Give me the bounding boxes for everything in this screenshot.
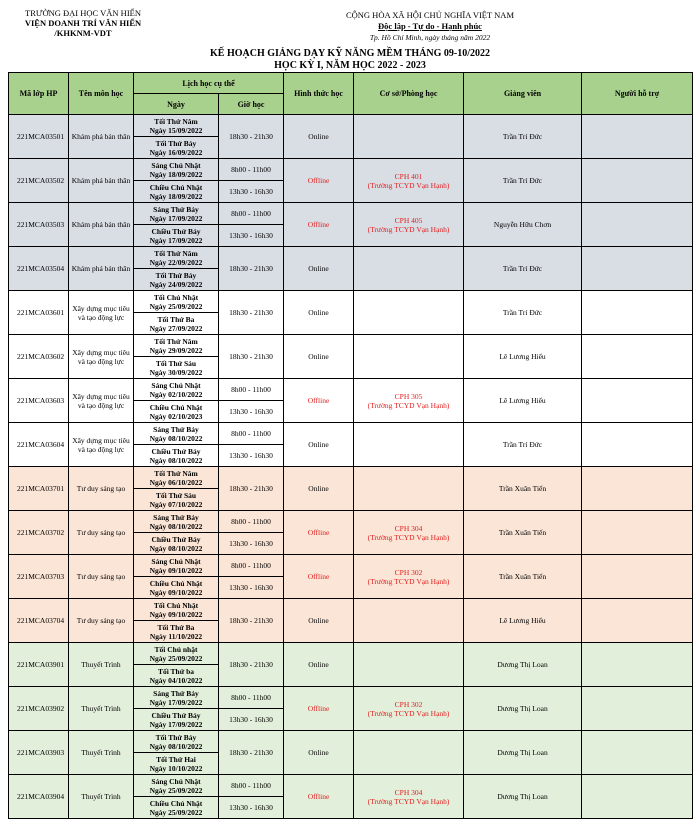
study-mode: Offline (284, 159, 354, 203)
date-slot-1 (134, 335, 219, 357)
time-slot-1: 8h00 - 11h00 (219, 511, 284, 533)
date-slot-2-date: Ngày 11/10/2022 (149, 631, 203, 641)
date-slot-1-date: Ngày 25/09/2022 (149, 785, 203, 795)
table-row (9, 247, 693, 269)
col-schedule: Lịch học cụ thể (134, 73, 284, 94)
date-slot-2-date: Ngày 16/09/2022 (149, 147, 203, 157)
time-slot-1: 18h30 - 21h30 (219, 247, 284, 291)
date-slot-1-date: Ngày 25/09/2022 (149, 653, 203, 663)
room-code: CPH 302 (394, 699, 423, 709)
study-mode: Offline (284, 203, 354, 247)
lecturer: Nguyễn Hữu Chơn (464, 203, 582, 247)
subject: Thuyết Trình (69, 731, 134, 775)
date-slot-1-day: Tối Thứ Năm (154, 116, 198, 126)
lecturer: Trần Xuân Tiến (464, 511, 582, 555)
date-slot-2-day: Chiều Chủ Nhật (149, 798, 203, 808)
date-slot-1-day: Sáng Chủ Nhật (151, 160, 201, 170)
study-mode: Online (284, 467, 354, 511)
room (354, 247, 464, 291)
room (354, 775, 464, 819)
date-slot-1-date: Ngày 25/09/2022 (149, 301, 203, 311)
study-mode: Offline (284, 555, 354, 599)
date-slot-1-day: Tối Chủ nhật (154, 644, 198, 654)
room-location: (Trường TCYD Vạn Hạnh) (367, 180, 450, 190)
table-row (9, 731, 693, 753)
table-row (9, 203, 693, 225)
col-lecturer: Giảng viên (464, 73, 582, 115)
date-slot-1 (134, 555, 219, 577)
date-slot-2 (134, 577, 219, 599)
schedule-body (9, 115, 693, 819)
subject: Khám phá bản thân (69, 203, 134, 247)
room (354, 599, 464, 643)
lecturer: Trần Trí Đức (464, 115, 582, 159)
time-slot-1: 18h30 - 21h30 (219, 335, 284, 379)
lecturer: Lê Lương Hiếu (464, 335, 582, 379)
date-slot-2-day: Chiều Chủ Nhật (149, 578, 203, 588)
table-row (9, 775, 693, 797)
date-slot-1 (134, 687, 219, 709)
date-slot-1 (134, 203, 219, 225)
time-slot-1: 18h30 - 21h30 (219, 731, 284, 775)
date-slot-2-date: Ngày 27/09/2022 (149, 323, 203, 333)
class-code: 221MCA03904 (9, 775, 69, 819)
room (354, 511, 464, 555)
date-slot-1-date: Ngày 08/10/2022 (149, 741, 203, 751)
institute-name: VIỆN DOANH TRÍ VĂN HIẾN (24, 18, 142, 28)
time-slot-1: 8h00 - 11h00 (219, 379, 284, 401)
date-slot-1-date: Ngày 29/09/2022 (149, 345, 203, 355)
room-code: CPH 302 (394, 567, 423, 577)
study-mode: Offline (284, 511, 354, 555)
date-slot-1-day: Sáng Thứ Bảy (153, 688, 199, 698)
document-title (0, 48, 700, 72)
lecturer: Lê Lương Hiếu (464, 379, 582, 423)
time-slot-2: 13h30 - 16h30 (219, 181, 284, 203)
lecturer: Trần Trí Đức (464, 247, 582, 291)
table-row (9, 159, 693, 181)
room (354, 115, 464, 159)
date-slot-2-date: Ngày 30/09/2022 (149, 367, 203, 377)
table-row (9, 335, 693, 357)
date-slot-1 (134, 159, 219, 181)
subject: Tư duy sáng tạo (69, 599, 134, 643)
room (354, 687, 464, 731)
date-slot-2-day: Chiều Chủ Nhật (149, 402, 203, 412)
date-slot-1-day: Sáng Chủ Nhật (151, 776, 201, 786)
lecturer: Dương Thị Loan (464, 731, 582, 775)
date-slot-2 (134, 797, 219, 819)
class-code: 221MCA03903 (9, 731, 69, 775)
date-slot-1 (134, 511, 219, 533)
room (354, 467, 464, 511)
date-slot-1 (134, 247, 219, 269)
national-motto-block (300, 10, 560, 43)
title-line-2: HỌC KỲ I, NĂM HỌC 2022 - 2023 (274, 60, 426, 71)
date-slot-1-day: Sáng Chủ Nhật (151, 380, 201, 390)
study-mode: Offline (284, 379, 354, 423)
subject: Thuyết Trình (69, 643, 134, 687)
room-location: (Trường TCYD Vạn Hạnh) (367, 400, 450, 410)
lecturer: Trần Trí Đức (464, 423, 582, 467)
assistant (582, 291, 693, 335)
class-code: 221MCA03703 (9, 555, 69, 599)
room-location: (Trường TCYD Vạn Hạnh) (367, 708, 450, 718)
date-slot-2-day: Tối Thứ Hai (156, 754, 196, 764)
schedule-table (8, 72, 693, 819)
date-slot-2 (134, 753, 219, 775)
assistant (582, 335, 693, 379)
document-header (0, 0, 700, 72)
date-slot-1-date: Ngày 17/09/2022 (149, 213, 203, 223)
date-slot-2-date: Ngày 17/09/2022 (149, 719, 203, 729)
room (354, 203, 464, 247)
date-slot-2-day: Chiều Chủ Nhật (149, 182, 203, 192)
study-mode: Online (284, 291, 354, 335)
class-code: 221MCA03901 (9, 643, 69, 687)
assistant (582, 643, 693, 687)
date-slot-2-day: Chiều Thứ Bảy (151, 710, 201, 720)
lecturer: Trần Xuân Tiến (464, 555, 582, 599)
room-code: CPH 401 (394, 171, 423, 181)
time-slot-2: 13h30 - 16h30 (219, 225, 284, 247)
date-slot-1 (134, 379, 219, 401)
date-slot-1-day: Tối Thứ Bảy (155, 732, 197, 742)
subject: Tư duy sáng tạo (69, 511, 134, 555)
class-code: 221MCA03702 (9, 511, 69, 555)
assistant (582, 203, 693, 247)
time-slot-1: 18h30 - 21h30 (219, 643, 284, 687)
time-slot-2: 13h30 - 16h30 (219, 709, 284, 731)
university-name: TRƯỜNG ĐẠI HỌC VĂN HIẾN (25, 8, 141, 18)
subject: Tư duy sáng tạo (69, 467, 134, 511)
date-slot-2-day: Tối Thứ Sáu (155, 358, 197, 368)
date-slot-1 (134, 731, 219, 753)
room (354, 423, 464, 467)
room (354, 335, 464, 379)
date-slot-2-date: Ngày 02/10/2023 (149, 411, 203, 421)
class-code: 221MCA03602 (9, 335, 69, 379)
table-row (9, 467, 693, 489)
date-slot-2 (134, 357, 219, 379)
time-slot-2: 13h30 - 16h30 (219, 401, 284, 423)
time-slot-2: 13h30 - 16h30 (219, 797, 284, 819)
date-slot-2-day: Tối Thứ Ba (157, 622, 195, 632)
class-code: 221MCA03503 (9, 203, 69, 247)
date-slot-2 (134, 313, 219, 335)
col-room: Cơ sở/Phòng học (354, 73, 464, 115)
time-slot-2: 13h30 - 16h30 (219, 533, 284, 555)
time-slot-1: 8h00 - 11h00 (219, 687, 284, 709)
date-slot-2-date: Ngày 18/09/2022 (149, 191, 203, 201)
date-slot-2-date: Ngày 08/10/2022 (149, 543, 203, 553)
date-slot-1-day: Tối Thứ Năm (154, 248, 198, 258)
assistant (582, 555, 693, 599)
date-slot-2-date: Ngày 08/10/2022 (149, 455, 203, 465)
date-slot-1 (134, 423, 219, 445)
nation-name: CỘNG HÒA XÃ HỘI CHỦ NGHĨA VIỆT NAM (345, 10, 515, 20)
class-code: 221MCA03902 (9, 687, 69, 731)
assistant (582, 731, 693, 775)
date-slot-2-day: Chiều Thứ Bảy (151, 446, 201, 456)
time-slot-1: 8h00 - 11h00 (219, 203, 284, 225)
time-slot-1: 18h30 - 21h30 (219, 291, 284, 335)
date-slot-2 (134, 621, 219, 643)
class-code: 221MCA03701 (9, 467, 69, 511)
subject: Xây dựng mục tiêu và tạo động lực (69, 423, 134, 467)
study-mode: Offline (284, 775, 354, 819)
date-slot-2 (134, 181, 219, 203)
study-mode: Online (284, 115, 354, 159)
study-mode: Online (284, 423, 354, 467)
time-slot-1: 8h00 - 11h00 (219, 159, 284, 181)
date-slot-2-date: Ngày 09/10/2022 (149, 587, 203, 597)
study-mode: Online (284, 643, 354, 687)
date-slot-2 (134, 445, 219, 467)
room-code: CPH 405 (394, 215, 423, 225)
date-slot-2-day: Tối Thứ ba (157, 666, 195, 676)
place-date: Tp. Hồ Chí Minh, ngày tháng năm 2022 (369, 33, 491, 42)
class-code: 221MCA03501 (9, 115, 69, 159)
date-slot-1-date: Ngày 09/10/2022 (149, 565, 203, 575)
table-row (9, 599, 693, 621)
date-slot-1-day: Tối Chủ Nhật (153, 600, 199, 610)
col-assistant: Người hỗ trợ (582, 73, 693, 115)
date-slot-2 (134, 489, 219, 511)
date-slot-2 (134, 137, 219, 159)
assistant (582, 159, 693, 203)
assistant (582, 247, 693, 291)
subject: Thuyết Trình (69, 687, 134, 731)
document-number: /KHKNM-VDT (54, 28, 112, 38)
date-slot-1-date: Ngày 09/10/2022 (149, 609, 203, 619)
room-location: (Trường TCYD Vạn Hạnh) (367, 224, 450, 234)
table-row (9, 379, 693, 401)
table-row (9, 511, 693, 533)
room-code: CPH 304 (394, 523, 423, 533)
date-slot-1-day: Sáng Thứ Bảy (153, 424, 199, 434)
institution-block (8, 8, 158, 38)
time-slot-1: 18h30 - 21h30 (219, 115, 284, 159)
col-mode: Hình thức học (284, 73, 354, 115)
assistant (582, 115, 693, 159)
date-slot-1 (134, 643, 219, 665)
room (354, 643, 464, 687)
date-slot-2-date: Ngày 25/09/2022 (149, 807, 203, 817)
assistant (582, 511, 693, 555)
title-line-1: KẾ HOẠCH GIẢNG DẠY KỸ NĂNG MỀM THÁNG 09-10/2022 (210, 48, 490, 59)
table-row (9, 115, 693, 137)
assistant (582, 423, 693, 467)
room-location: (Trường TCYD Vạn Hạnh) (367, 532, 450, 542)
date-slot-1-day: Sáng Thứ Bảy (153, 512, 199, 522)
time-slot-1: 8h00 - 11h00 (219, 775, 284, 797)
assistant (582, 687, 693, 731)
lecturer: Trần Trí Đức (464, 291, 582, 335)
room (354, 555, 464, 599)
assistant (582, 599, 693, 643)
time-slot-1: 8h00 - 11h00 (219, 423, 284, 445)
subject: Khám phá bản thân (69, 115, 134, 159)
study-mode: Online (284, 731, 354, 775)
date-slot-1 (134, 599, 219, 621)
date-slot-1-day: Sáng Chủ Nhật (151, 556, 201, 566)
room-code: CPH 304 (394, 787, 423, 797)
date-slot-2 (134, 225, 219, 247)
date-slot-1 (134, 467, 219, 489)
room (354, 291, 464, 335)
col-subject: Tên môn học (69, 73, 134, 115)
time-slot-2: 13h30 - 16h30 (219, 577, 284, 599)
class-code: 221MCA03601 (9, 291, 69, 335)
time-slot-1: 18h30 - 21h30 (219, 467, 284, 511)
date-slot-1 (134, 775, 219, 797)
class-code: 221MCA03704 (9, 599, 69, 643)
table-row (9, 423, 693, 445)
room-code: CPH 305 (394, 391, 423, 401)
room-location: (Trường TCYD Vạn Hạnh) (367, 576, 450, 586)
date-slot-2 (134, 269, 219, 291)
col-time: Giờ học (219, 94, 284, 115)
time-slot-2: 13h30 - 16h30 (219, 445, 284, 467)
time-slot-1: 8h00 - 11h00 (219, 555, 284, 577)
date-slot-2 (134, 665, 219, 687)
time-slot-1: 18h30 - 21h30 (219, 599, 284, 643)
motto: Độc lập - Tự do - Hạnh phúc (378, 21, 482, 31)
study-mode: Online (284, 247, 354, 291)
date-slot-1-date: Ngày 08/10/2022 (149, 521, 203, 531)
date-slot-1 (134, 291, 219, 313)
subject: Xây dựng mục tiêu và tạo động lực (69, 379, 134, 423)
lecturer: Trần Trí Đức (464, 159, 582, 203)
date-slot-1-day: Tối Thứ Năm (154, 336, 198, 346)
class-code: 221MCA03604 (9, 423, 69, 467)
room (354, 159, 464, 203)
date-slot-2-day: Tối Thứ Bảy (155, 270, 197, 280)
subject: Tư duy sáng tạo (69, 555, 134, 599)
subject: Khám phá bản thân (69, 247, 134, 291)
date-slot-1-date: Ngày 02/10/2022 (149, 389, 203, 399)
table-row (9, 291, 693, 313)
room (354, 731, 464, 775)
date-slot-1-date: Ngày 06/10/2022 (149, 477, 203, 487)
study-mode: Online (284, 599, 354, 643)
subject: Xây dựng mục tiêu và tạo động lực (69, 335, 134, 379)
date-slot-2-date: Ngày 24/09/2022 (149, 279, 203, 289)
date-slot-1-day: Tối Thứ Năm (154, 468, 198, 478)
date-slot-2-day: Chiều Thứ Bảy (151, 534, 201, 544)
study-mode: Offline (284, 687, 354, 731)
lecturer: Lê Lương Hiếu (464, 599, 582, 643)
date-slot-2-day: Tối Thứ Ba (157, 314, 195, 324)
col-class-code: Mã lớp HP (9, 73, 69, 115)
assistant (582, 775, 693, 819)
table-row (9, 687, 693, 709)
table-row (9, 555, 693, 577)
class-code: 221MCA03504 (9, 247, 69, 291)
study-mode: Online (284, 335, 354, 379)
lecturer: Dương Thị Loan (464, 775, 582, 819)
table-row (9, 643, 693, 665)
date-slot-2-day: Chiều Thứ Bảy (151, 226, 201, 236)
subject: Thuyết Trình (69, 775, 134, 819)
lecturer: Dương Thị Loan (464, 643, 582, 687)
date-slot-1-day: Sáng Thứ Bảy (153, 204, 199, 214)
date-slot-1-day: Tối Chủ Nhật (153, 292, 199, 302)
col-date: Ngày (134, 94, 219, 115)
date-slot-2-date: Ngày 04/10/2022 (149, 675, 203, 685)
date-slot-1-date: Ngày 22/09/2022 (149, 257, 203, 267)
date-slot-2 (134, 401, 219, 423)
subject: Khám phá bản thân (69, 159, 134, 203)
date-slot-1 (134, 115, 219, 137)
room-location: (Trường TCYD Vạn Hạnh) (367, 796, 450, 806)
date-slot-2-day: Tối Thứ Sáu (155, 490, 197, 500)
class-code: 221MCA03502 (9, 159, 69, 203)
assistant (582, 467, 693, 511)
date-slot-1-date: Ngày 15/09/2022 (149, 125, 203, 135)
date-slot-1-date: Ngày 18/09/2022 (149, 169, 203, 179)
date-slot-2-date: Ngày 10/10/2022 (149, 763, 203, 773)
date-slot-2-date: Ngày 17/09/2022 (149, 235, 203, 245)
date-slot-2-date: Ngày 07/10/2022 (149, 499, 203, 509)
date-slot-1-date: Ngày 17/09/2022 (149, 697, 203, 707)
date-slot-2 (134, 709, 219, 731)
lecturer: Dương Thị Loan (464, 687, 582, 731)
date-slot-2 (134, 533, 219, 555)
date-slot-1-date: Ngày 08/10/2022 (149, 433, 203, 443)
subject: Xây dựng mục tiêu và tạo động lực (69, 291, 134, 335)
class-code: 221MCA03603 (9, 379, 69, 423)
date-slot-2-day: Tối Thứ Bảy (155, 138, 197, 148)
lecturer: Trần Xuân Tiến (464, 467, 582, 511)
assistant (582, 379, 693, 423)
room (354, 379, 464, 423)
